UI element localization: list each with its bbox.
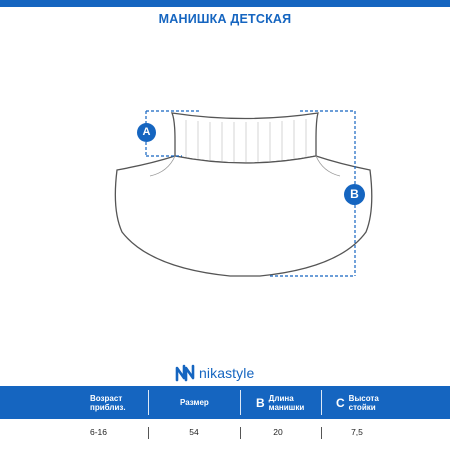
spec-table-header (0, 386, 450, 419)
page-title: МАНИШКА ДЕТСКАЯ (158, 12, 292, 26)
brand-name: nikastyle (199, 365, 255, 381)
spec-header-height-letter: C (336, 395, 345, 410)
spec-header-age-line1: Возраст (90, 393, 123, 403)
spec-header-height-line1: Высота (348, 393, 379, 403)
spec-header-divider (148, 390, 149, 415)
spec-value-height: 7,5 (351, 427, 363, 437)
brand-logo (175, 362, 254, 384)
spec-header-height (336, 386, 406, 419)
spec-header-age (90, 386, 190, 419)
spec-row-divider (321, 427, 322, 439)
spec-header-divider (321, 390, 322, 415)
spec-header-size-label: Размер (180, 398, 209, 407)
spec-row-divider (148, 427, 149, 439)
nikastyle-logo-icon (175, 364, 195, 382)
spec-header-length-letter: B (256, 395, 265, 410)
dimension-b-badge: B (344, 184, 365, 205)
collar-outline (172, 113, 318, 163)
spec-value-length: 20 (273, 427, 283, 437)
dimension-a-badge: A (137, 123, 156, 142)
spec-header-age-line2: приблиз. (90, 402, 126, 412)
spec-header-length-line1: Длина (268, 393, 294, 403)
spec-value-age: 6-16 (90, 427, 108, 437)
spec-row-divider (240, 427, 241, 439)
spec-header-height-line2: стойки (348, 402, 376, 412)
size-spec-table (0, 386, 450, 450)
spec-value-size: 54 (189, 427, 199, 437)
spec-header-length-line2: манишки (268, 402, 305, 412)
spec-header-divider (240, 390, 241, 415)
spec-header-size (180, 386, 240, 419)
spec-header-length (256, 386, 316, 419)
